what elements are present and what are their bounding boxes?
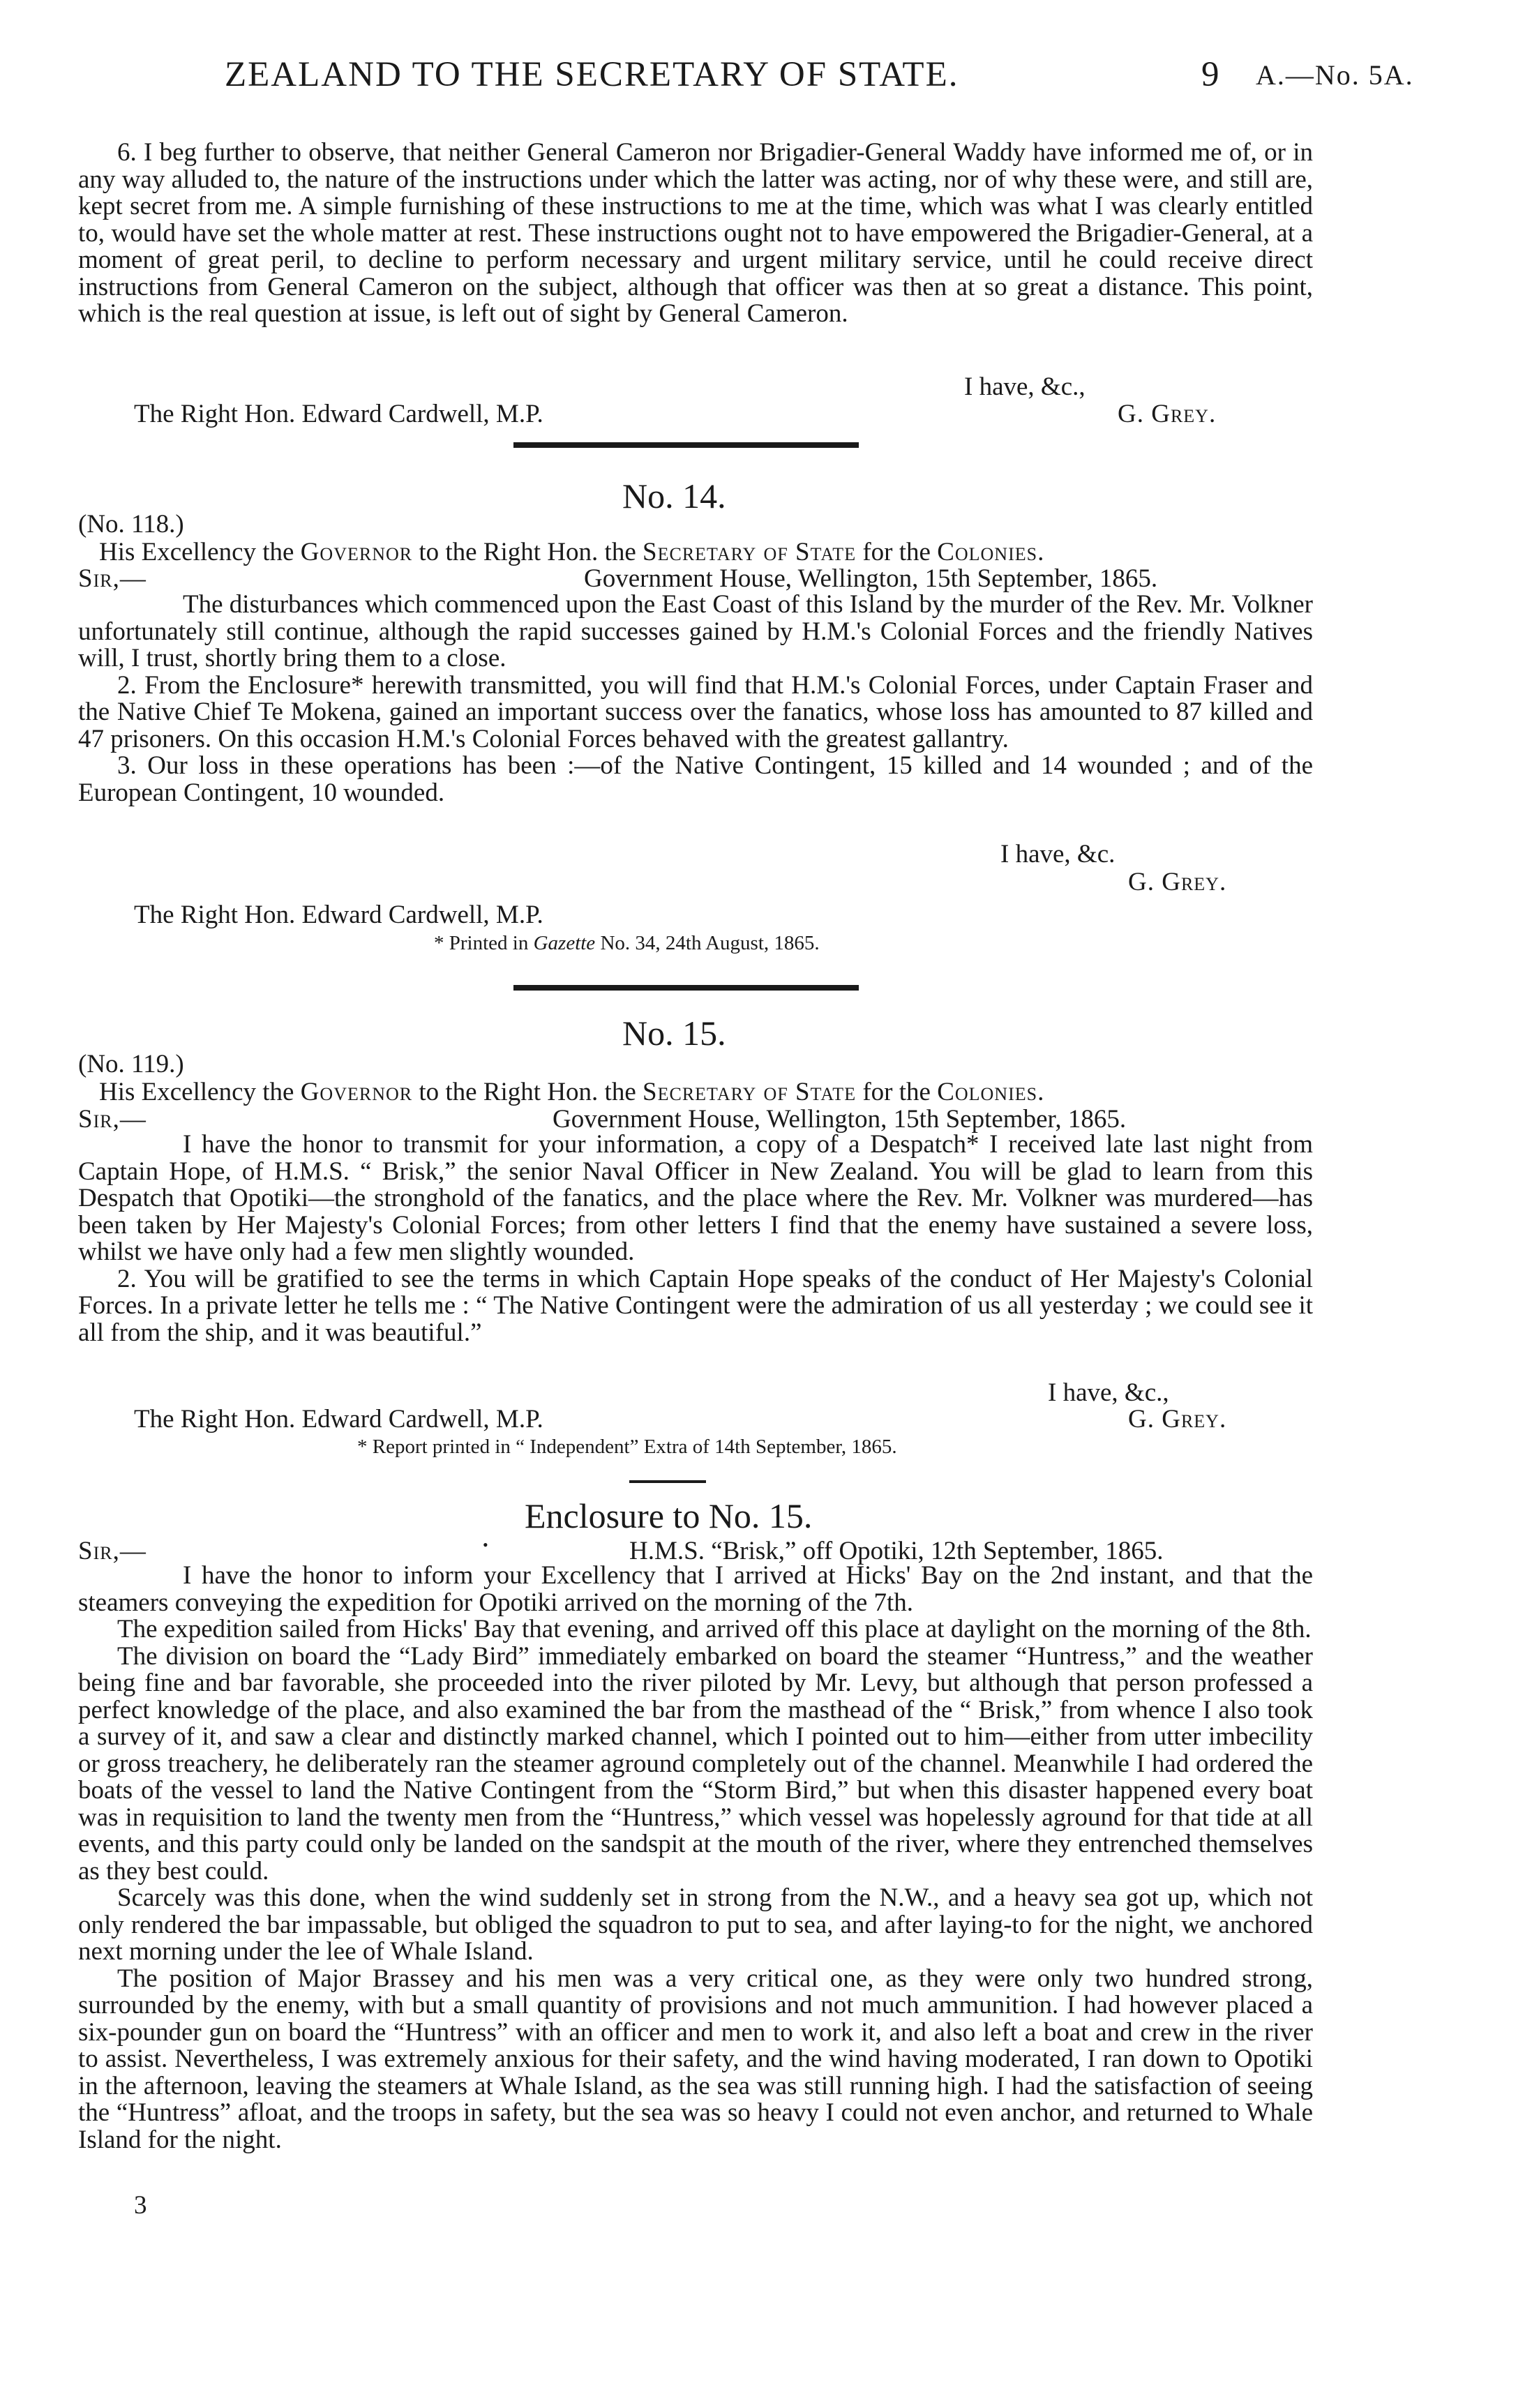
no14-from-mid: to the Right Hon. the [419, 538, 636, 566]
no14-from-secretary: Secretary of State [643, 538, 857, 566]
no15-place-date: Government House, Wellington, 15th September, 1865. [553, 1105, 1127, 1134]
no14-signature: G. Grey. [1128, 868, 1227, 896]
no14-paragraph-3: 3. Our loss in these operations has been :—of the Native Contingent, 15 killed and 14 wounded ; and of the European Contingent, 10 wounded. [78, 751, 1313, 807]
enclosure-paragraph-4: Scarcely was this done, when the wind suddenly set in strong from the N.W., and a heavy sea got up, which not only rendered the bar impassable, but obliged the squadron to put to sea, and after laying-to for the night, we anchored next morning under the lee of Whale Island. [78, 1883, 1313, 1966]
enclosure-place-date: H.M.S. “Brisk,” off Opotiki, 12th September, 1865. [629, 1537, 1164, 1565]
no14-from-prefix: His Excellency the [99, 538, 294, 566]
intro-signature: G. Grey. [1118, 400, 1217, 428]
no14-place-date: Government House, Wellington, 15th September, 1865. [584, 564, 1158, 593]
no15-footnote: * Report printed in “ Independent” Extra of 14th September, 1865. [357, 1436, 897, 1458]
no15-signature: G. Grey. [1128, 1405, 1227, 1433]
no14-footnote-prefix: * Printed in [434, 932, 529, 954]
no15-addressee: The Right Hon. Edward Cardwell, M.P. [134, 1405, 543, 1433]
no15-salutation: Sir,— [78, 1105, 147, 1134]
no14-title: No. 14. [622, 476, 726, 516]
paragraph-6: 6. I beg further to observe, that neither General Cameron nor Brigadier-General Waddy have informed me of, or in any way alluded to, the nature of the instructions under which the latter was acting, nor of why these were, and still are, kept secret from me. A simple furnishing of these instructions to me at the time, which was what I was clearly entitled to, would have set the whole matter at rest. These instructions ought not to have empowered the Brigadier-General, at a moment of great peril, to decline to perform necessary and urgent military service, until he could receive direct instructions from General Cameron on the subject, although that officer was then at so great a distance. This point, which is the real question at issue, is left out of sight by General Cameron. [78, 138, 1313, 328]
no15-ref: (No. 119.) [78, 1050, 184, 1078]
no14-salutation: Sir,— [78, 564, 147, 593]
no14-footnote-suffix: No. 34, 24th August, 1865. [600, 932, 820, 954]
no14-closing: I have, &c. [1000, 840, 1116, 868]
enclosure-paragraph-2: The expedition sailed from Hicks' Bay that evening, and arrived off this place at daylight on the morning of the 8th. [117, 1615, 1312, 1643]
intro-closing: I have, &c., [964, 373, 1086, 401]
no15-from-mid: to the Right Hon. the [419, 1078, 636, 1106]
enclosure-paragraph-5: The position of Major Brassey and his men was a very critical one, as they were only two hundred strong, surrounded by the enemy, with but a small quantity of provisions and not much ammunition. I had however placed a six-pounder gun on board the “Huntress” with an officer and men to work it, and also left a boat and crew in the river to assist. Nevertheless, I was extremely anxious for their safety, and the wind having moderated, I ran down to Opotiki in the afternoon, leaving the steamers at Whale Island, as the sea was still running high. I had the satisfaction of seeing the “Huntress” afloat, and the troops in safety, but the sea was so heavy I could not even anchor, and returned to Whale Island for the night. [78, 1964, 1313, 2154]
no15-from-governor: Governor [300, 1078, 413, 1106]
no14-paragraph-1: The disturbances which commenced upon the East Coast of this Island by the murder of the Rev. Mr. Volkner unfortunately still continue, although the rapid successes gained by H.M.'s Colonial Forces and the friendly Natives will, I trust, shortly bring them to a close. [78, 590, 1313, 672]
paper-reference: A.—No. 5A. [1256, 59, 1414, 91]
no14-addressee: The Right Hon. Edward Cardwell, M.P. [134, 901, 543, 929]
intro-section [78, 140, 1313, 328]
enclosure-paragraph-3: The division on board the “Lady Bird” immediately embarked on board the steamer “Huntress,” and the weather being fine and bar favorable, she proceeded into the river piloted by Mr. Levy, but although that person professed a perfect knowledge of the place, and also examined the bar from the masthead of the “ Brisk,” from whence I also took a survey of it, and saw a clear and distinctly marked channel, which I pointed out to him—either from utter imbecility or gross treachery, he deliberately ran the steamer aground completely out of the channel. Meanwhile I had ordered the boats of the vessel to land the Native Contingent from the “Storm Bird,” but when this disaster happened every boat was in requisition to land the twenty men from the “Huntress,” which vessel was hopelessly aground for that tide at all events, and this party could only be landed on the sandspit at the mouth of the river, where they entrenched themselves as they best could. [78, 1641, 1313, 1886]
no15-from-prefix: His Excellency the [99, 1078, 294, 1106]
section-rule [513, 442, 859, 448]
no15-paragraph-1: I have the honor to transmit for your information, a copy of a Despatch* I received late last night from Captain Hope, of H.M.S. “ Brisk,” the senior Naval Officer in New Zealand. You will be glad to learn from this Despatch that Opotiki—the stronghold of the fanatics, and the place where the Rev. Mr. Volkner was murdered—has been taken by Her Majesty's Colonial Forces; from other letters I find that the enemy have sustained a severe loss, whilst we have only had a few men slightly wounded. [78, 1130, 1313, 1266]
no15-paragraph-2: 2. You will be gratified to see the terms in which Captain Hope speaks of the conduct of Her Majesty's Colonial Forces. In a private letter he tells me : “ The Native Contingent were the admiration of us all yesterday ; we could see it all from the ship, and it was beautiful.” [78, 1264, 1313, 1347]
no14-paragraph-2: 2. From the Enclosure* herewith transmitted, you will find that H.M.'s Colonial Forces, under Captain Fraser and the Native Chief Te Mokena, gained an important success over the fanatics, whose loss has amounted to 87 killed and 47 prisoners. On this occasion H.M.'s Colonial Forces behaved with the greatest gallantry. [78, 670, 1313, 753]
no14-ref: (No. 118.) [78, 510, 184, 539]
running-header [0, 54, 1423, 110]
no14-body [78, 592, 1313, 806]
no15-title: No. 15. [622, 1014, 726, 1053]
short-rule [629, 1480, 706, 1483]
no15-from-line [99, 1077, 1044, 1107]
no15-from-secretary: Secretary of State [643, 1078, 857, 1106]
no14-footnote [434, 932, 820, 955]
enclosure-title: Enclosure to No. 15. [525, 1496, 813, 1535]
intro-addressee: The Right Hon. Edward Cardwell, M.P. [134, 400, 543, 428]
no15-from-colonies: Colonies. [937, 1078, 1045, 1106]
no14-footnote-gazette: Gazette [533, 932, 596, 954]
enclosure-dot: • [483, 1536, 488, 1553]
no15-body [78, 1131, 1313, 1346]
running-title: ZEALAND TO THE SECRETARY OF STATE. [225, 55, 959, 94]
section-rule [513, 985, 859, 991]
signature-mark: 3 [134, 2191, 147, 2220]
no14-from-colonies: Colonies. [937, 538, 1045, 566]
enclosure-salutation: Sir,— [78, 1537, 147, 1565]
no15-from-for: for the [862, 1078, 931, 1106]
no14-from-line [99, 537, 1044, 567]
no15-closing: I have, &c., [1048, 1378, 1169, 1407]
enclosure-paragraph-1: I have the honor to inform your Excellency that I arrived at Hicks' Bay on the 2nd instant, and that the steamers conveying the expedition for Opotiki arrived on the morning of the 7th. [78, 1561, 1313, 1617]
page-number: 9 [1201, 55, 1219, 94]
no14-from-for: for the [862, 538, 931, 566]
enclosure-body [78, 1563, 1313, 2153]
no14-from-governor: Governor [300, 538, 413, 566]
